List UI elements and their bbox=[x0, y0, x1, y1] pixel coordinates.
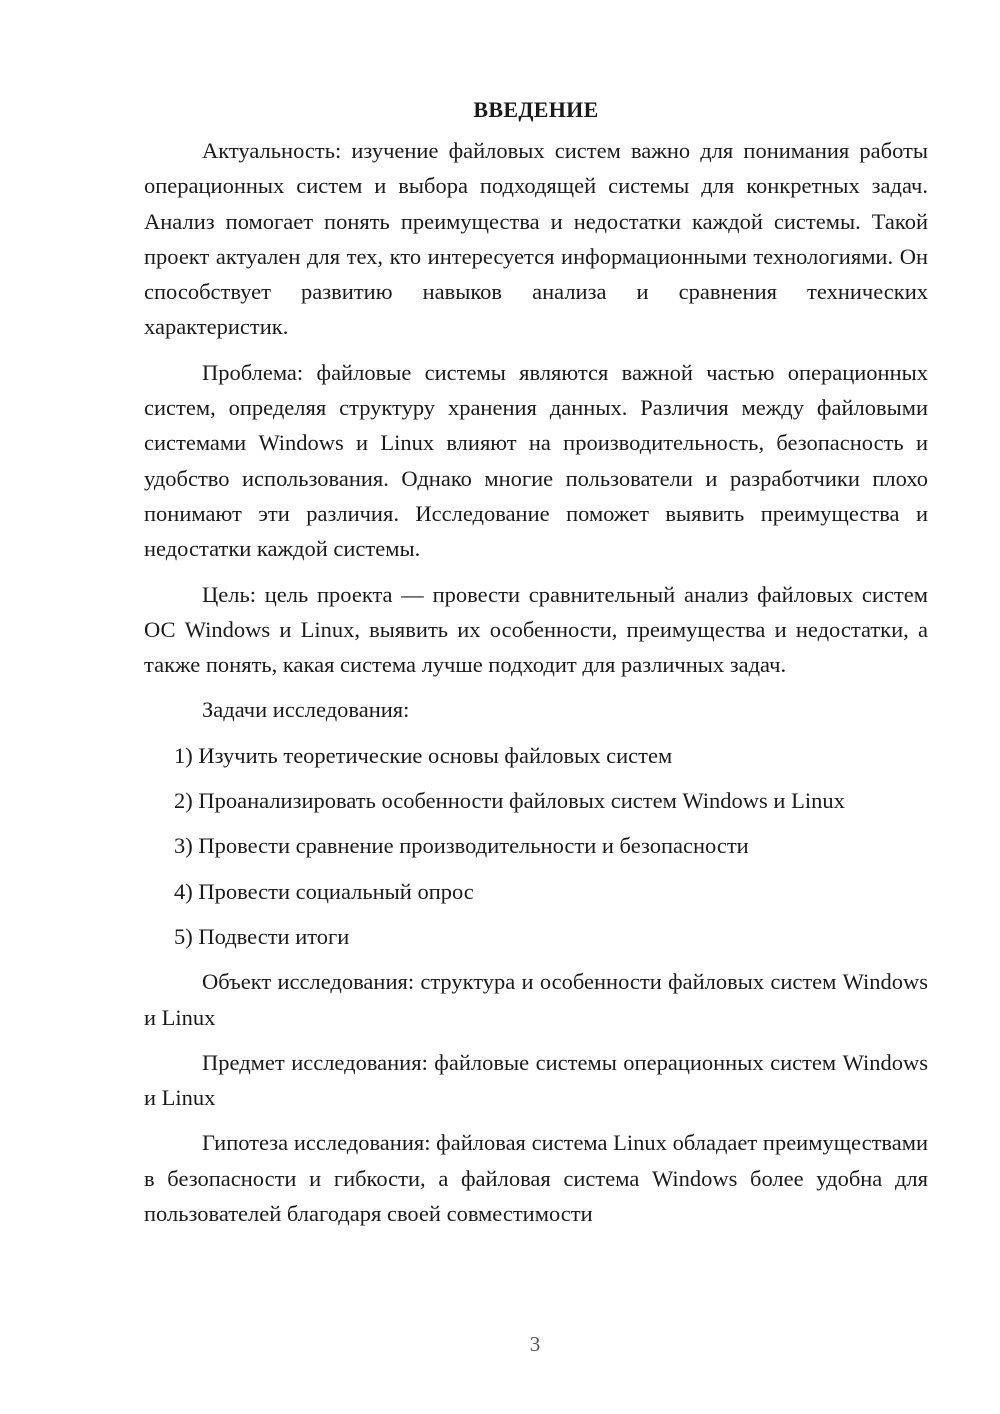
object-paragraph: Объект исследования: структура и особенности файловых систем Windows и Linux bbox=[144, 969, 928, 1030]
document-page bbox=[144, 92, 928, 1241]
task-item: 3) Провести сравнение производительности и безопасности bbox=[174, 833, 749, 859]
subject-paragraph: Предмет исследования: файловые системы операционных систем Windows и Linux bbox=[144, 1049, 928, 1111]
tasks-label: Задачи исследования: bbox=[202, 697, 410, 723]
task-item: 1) Изучить теоретические основы файловых систем bbox=[174, 742, 673, 768]
tasks-list bbox=[144, 738, 928, 954]
problem-paragraph: Проблема: файловые системы являются важной частью операционных систем, определяя структуру хранения данных. Различия между файловыми системами Windows и Linux влияют на производительность, безопасность и удобство использования. Однако многие пользователи и разработчики плохо понимают эти различия. Исследование поможет выявить преимущества и недостатки каждой системы. bbox=[144, 359, 928, 562]
goal-paragraph: Цель: цель проекта — провести сравнительный анализ файловых систем ОС Windows и Linux, выявить их особенности, преимущества и недостатки, а также понять, какая система лучше подходит для различных задач. bbox=[144, 581, 928, 678]
task-item: 2) Проанализировать особенности файловых систем Windows и Linux bbox=[174, 788, 845, 814]
page-number: 3 bbox=[529, 1332, 541, 1356]
relevance-paragraph: Актуальность: изучение файловых систем важно для понимания работы операционных систем и выбора подходящей системы для конкретных задач. Анализ помогает понять преимущества и недостатки каждой системы. Такой проект актуален для тех, кто интересуется информационными технологиями. Он способствует развитию навыков анализа и сравнения технических характеристик. bbox=[144, 138, 928, 340]
task-item: 4) Провести социальный опрос bbox=[174, 878, 474, 904]
task-item: 5) Подвести итоги bbox=[174, 923, 350, 949]
hypothesis-paragraph: Гипотеза исследования: файловая система Linux обладает преимуществами в безопасности и гибкости, а файловая система Windows более удобна для пользователей благодаря своей совместимости bbox=[144, 1130, 928, 1227]
section-title: ВВЕДЕНИЕ bbox=[473, 97, 599, 122]
